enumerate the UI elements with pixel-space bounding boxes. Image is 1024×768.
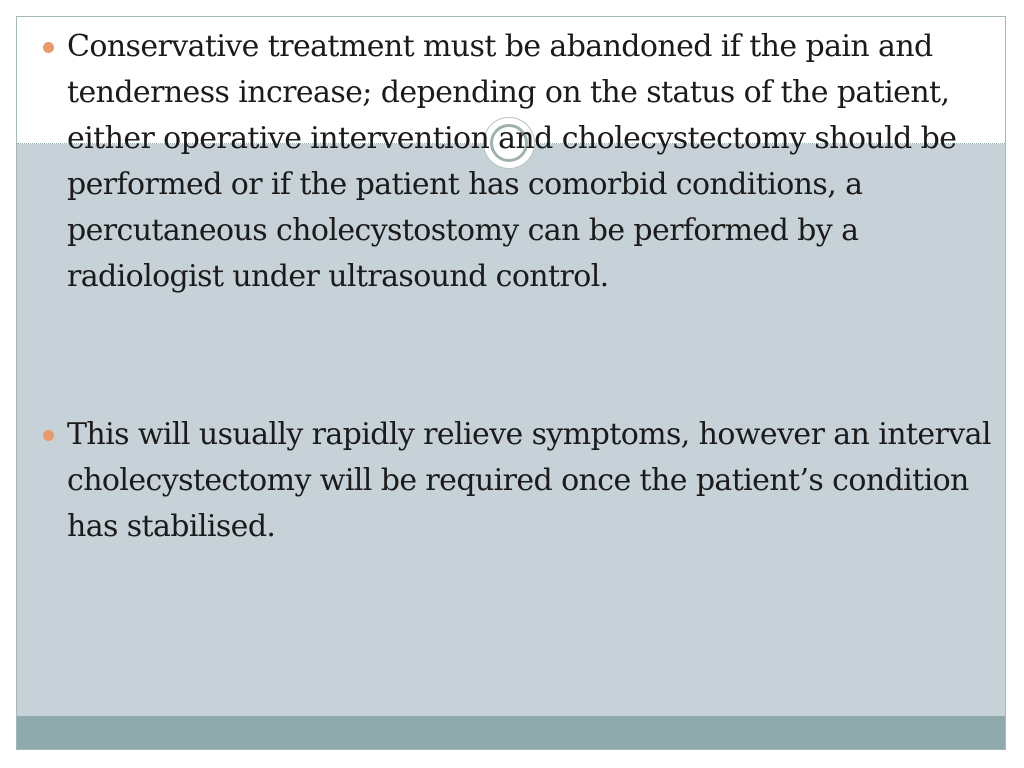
bullet-text: Conservative treatment must be abandoned if the pain and tenderness increase; depending on the status of the patient, either operative intervention and cholecystectomy should be performed or if the patient has comorbid conditions, a percutaneous cholecystostomy can be performed by a radiologist under ultrasound control. [67,29,957,294]
bullet-marker-icon [43,430,54,441]
slide-footer-band [17,716,1005,750]
slide [16,16,1006,750]
bullet-text: This will usually rapidly relieve symptoms, however an interval cholecystectomy will be required once the patient’s condition has stabilised. [67,417,991,544]
bullet-marker-icon [43,42,54,53]
